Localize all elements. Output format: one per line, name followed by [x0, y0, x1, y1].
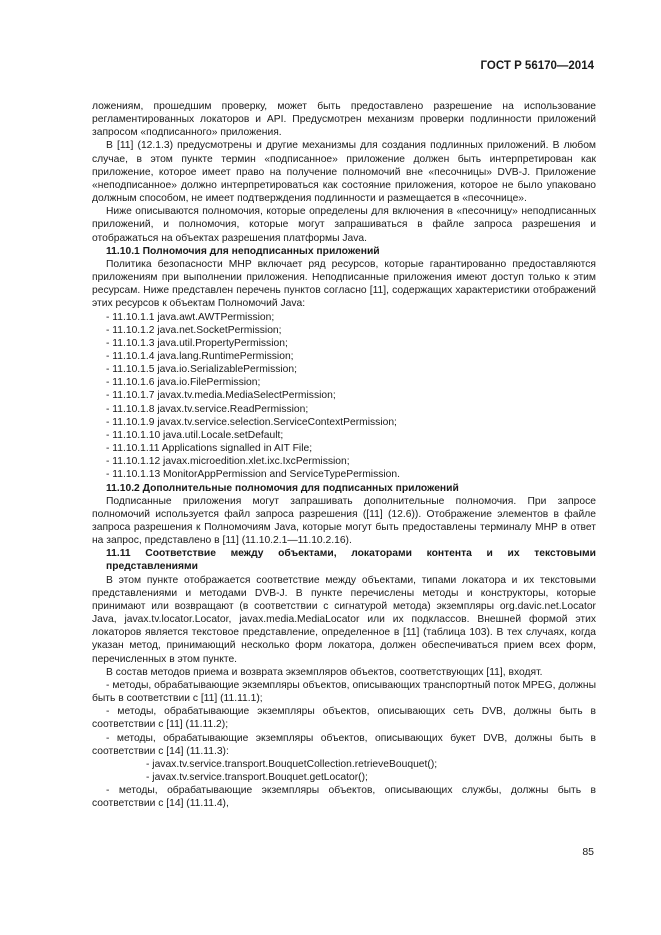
section-heading-11-10-1: 11.10.1 Полномочия для неподписанных приложений [106, 245, 380, 257]
list-item: - 11.10.1.2 java.net.SocketPermission; [106, 324, 282, 336]
paragraph: Подписанные приложения могут запрашивать дополнительные полномочия. При запросе полномочий используется файл запроса разрешения ([11] (12.6)). Отображение элементов в файле запроса разрешения к Полномочиям Java, которые могут быть предоставлены терминалу MHP в ответ на запрос, представлено в [11] (11.10.2.1—11.10.2.16). [92, 495, 596, 547]
list-item: - 11.10.1.11 Applications signalled in AIT File; [106, 443, 313, 455]
section-heading-11-10-2: 11.10.2 Дополнительные полномочия для подписанных приложений [106, 482, 459, 494]
paragraph: - методы, обрабатывающие экземпляры объектов, описывающих букет DVB, должны быть в соответствии с [14] (11.11.3): [92, 732, 596, 757]
list-item: - 11.10.1.12 javax.microedition.xlet.ixc.IxcPermission; [106, 456, 350, 468]
paragraph: ложениям, прошедшим проверку, может быть предоставлено разрешение на использование регламентированных локаторов и API. Предусмотрен механизм проверки подлинности приложений запросом «подписанного» приложения. [92, 101, 596, 139]
document-body [92, 100, 596, 810]
paragraph: - методы, обрабатывающие экземпляры объектов, описывающих службы, должны быть в соответствии с [14] (11.11.4), [92, 785, 596, 810]
paragraph: В состав методов приема и возврата экземпляров объектов, соответствующих [11], входят. [106, 666, 543, 678]
list-item: - javax.tv.service.transport.Bouquet.getLocator(); [146, 771, 368, 783]
document-header: ГОСТ Р 56170—2014 [480, 60, 594, 72]
section-heading-11-11: 11.11 Соответствие между объектами, локаторами контента и их текстовыми представлениями [106, 548, 596, 573]
list-item: - 11.10.1.6 java.io.FilePermission; [106, 377, 261, 389]
permissions-list [92, 311, 596, 482]
list-item: - 11.10.1.10 java.util.Locale.setDefault; [106, 429, 284, 441]
list-item: - 11.10.1.1 java.awt.AWTPermission; [106, 311, 275, 323]
list-item: - 11.10.1.4 java.lang.RuntimePermission; [106, 350, 294, 362]
list-item: - 11.10.1.3 java.util.PropertyPermission; [106, 337, 288, 349]
paragraph: В этом пункте отображается соответствие между объектами, типами локатора и их текстовыми представлениями и методами DVB-J. В пункте перечислены методы и конструкторы, которые принимают или возвращают (в соответствии с сигнатурой метода) экземпляры org.davic.net.Locator Java, javax.tv.locator.Locator, javax.media.MediaLocator или их подклассов. Внешней формой этих локаторов является текстовое представление, определенное в [11] (таблица 103). В тех случаях, когда указан метод, принимающий несколько форм локатора, должен обеспечиваться прием всех форм, перечисленных в этом пункте. [92, 574, 596, 665]
paragraph: В [11] (12.1.3) предусмотрены и другие механизмы для создания подлинных приложений. В любом случае, в этом пункте термин «подписанное» приложение должен быть интерпретирован как приложение, которое имеет право на получение полномочий вне «песочницы» DVB-J. Приложение «неподписанное» должно интерпретироваться как состояние приложения, которое не было упаковано должным способом, не имеет подтверждения подлинности и размещается в «песочнице». [92, 140, 596, 205]
paragraph: - методы, обрабатывающие экземпляры объектов, описывающих транспортный поток MPEG, должны быть в соответствии с [11] (11.11.1); [92, 679, 596, 705]
paragraph: Ниже описываются полномочия, которые определены для включения в «песочницу» неподписанных приложений, и полномочия, которые могут запрашиваться в файле запроса разрешения и отображаться на объектах разрешения платформы Java. [92, 206, 596, 244]
list-item: - 11.10.1.8 javax.tv.service.ReadPermission; [106, 403, 309, 415]
list-item: - 11.10.1.5 java.io.SerializablePermission; [106, 364, 297, 376]
paragraph: Политика безопасности MHP включает ряд ресурсов, которые гарантированно предоставляются приложениям при выполнении приложения. Неподписанные приложения имеют доступ только к этим ресурсам. Ниже представлен перечень пунктов согласно [11], содержащих характеристики отображений этих ресурсов к объектам Полномочий Java: [92, 258, 596, 310]
list-item: - 11.10.1.9 javax.tv.service.selection.ServiceContextPermission; [106, 416, 397, 428]
page-number: 85 [582, 846, 594, 858]
list-item: - 11.10.1.7 javax.tv.media.MediaSelectPermission; [106, 390, 336, 402]
list-item: - 11.10.1.13 MonitorAppPermission and ServiceTypePermission. [106, 469, 400, 481]
paragraph: - методы, обрабатывающие экземпляры объектов, описывающих сеть DVB, должны быть в соответствии с [11] (11.11.2); [92, 706, 596, 731]
bouquet-methods-list [92, 758, 596, 784]
list-item: - javax.tv.service.transport.BouquetCollection.retrieveBouquet(); [146, 758, 438, 770]
